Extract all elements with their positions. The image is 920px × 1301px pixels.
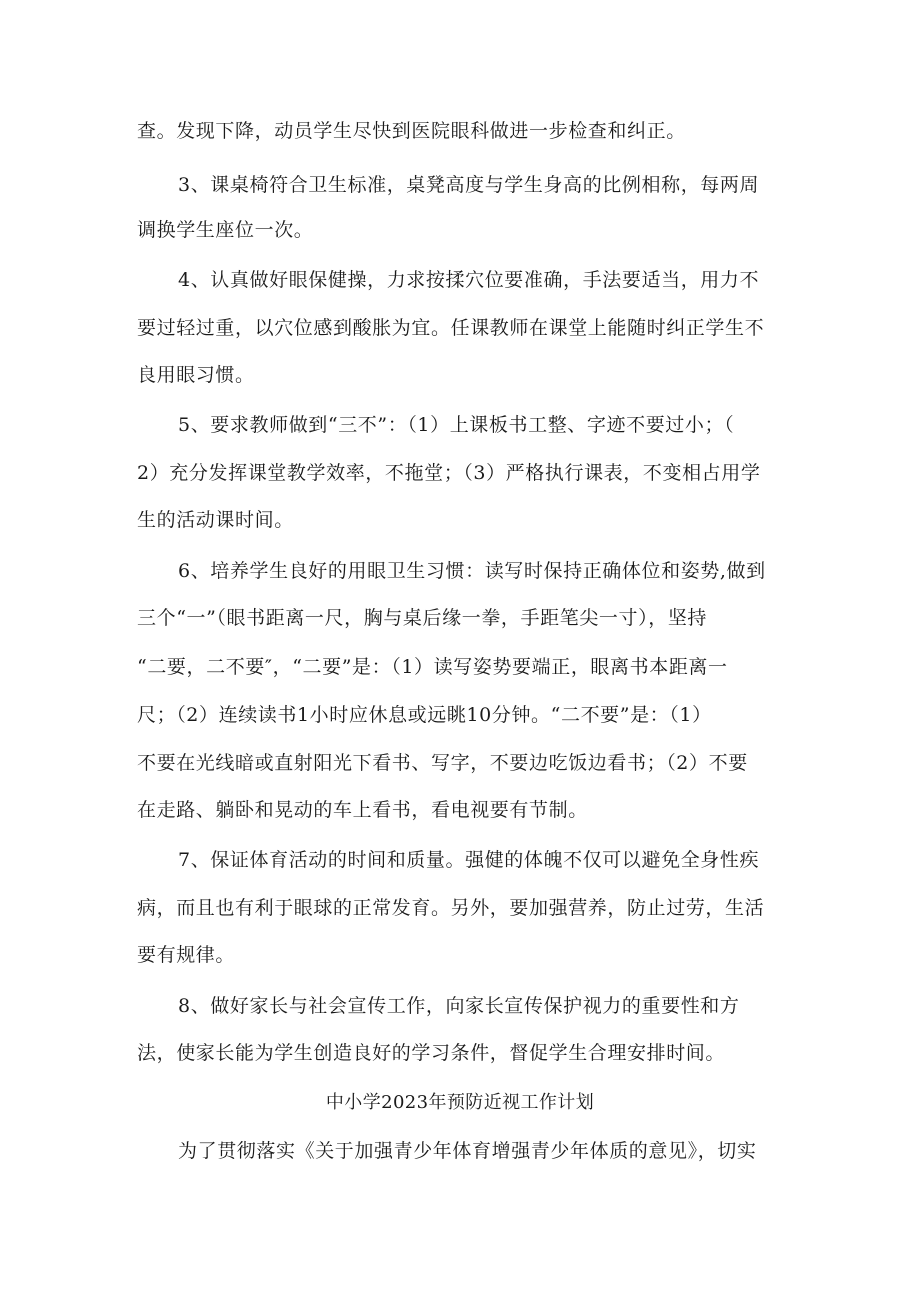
text-line: 查。发现下降，动员学生尽快到医院眼科做进一步检查和纠正。 <box>137 120 686 142</box>
text-line: 7、保证体育活动的时间和质量。强健的体魄不仅可以避免全身性疾 <box>178 849 760 871</box>
text-line: 不要在光线暗或直射阳光下看书、写字，不要边吃饭边看书；（2）不要 <box>137 752 748 774</box>
text-line: 2）充分发挥课堂教学效率，不拖堂；（3）严格执行课表，不变相占用学 <box>137 462 761 484</box>
text-line: “二要，二不要″，“二要”是：（1）读写姿势要端正，眼离书本距离一 <box>137 656 728 678</box>
text-line: 在走路、躺卧和晃动的车上看书，看电视要有节制。 <box>137 799 588 821</box>
text-line: 4、认真做好眼保健操，力求按揉穴位要准确，手法要适当，用力不 <box>178 269 760 291</box>
text-line: 病，而且也有利于眼球的正常发育。另外，要加强营养，防止过劳，生活 <box>137 897 765 919</box>
text-line: 要过轻过重，以穴位感到酸胀为宜。任课教师在课堂上能随时纠正学生不 <box>137 317 765 339</box>
text-line: 6、培养学生良好的用眼卫生习惯：读写时保持正确体位和姿势,做到 <box>178 560 766 582</box>
text-line: 生的活动课时间。 <box>137 509 294 531</box>
text-line: 3、课桌椅符合卫生标准，桌凳高度与学生身高的比例相称，每两周 <box>178 174 760 196</box>
text-line: 为了贯彻落实《关于加强青少年体育增强青少年体质的意见》，切实 <box>178 1140 757 1162</box>
text-line: 三个“一”（眼书距离一尺，胸与桌后缘一拳，手距笔尖一寸），坚持 <box>137 607 708 629</box>
text-line: 8、做好家长与社会宣传工作，向家长宣传保护视力的重要性和方 <box>178 995 740 1017</box>
text-line: 5、要求教师做到“三不”：（1）上课板书工整、字迹不要过小；（ <box>178 414 735 436</box>
text-line: 要有规律。 <box>137 944 236 966</box>
section-heading: 中小学2023年预防近视工作计划 <box>325 1092 595 1113</box>
text-line: 调换学生座位一次。 <box>137 219 314 241</box>
text-line: 良用眼习惯。 <box>137 364 255 386</box>
text-line: 法，使家长能为学生创造良好的学习条件，督促学生合理安排时间。 <box>137 1042 726 1064</box>
text-line: 尺；（2）连续读书1小时应休息或远眺10分钟。“二不要”是：（1） <box>137 704 712 726</box>
